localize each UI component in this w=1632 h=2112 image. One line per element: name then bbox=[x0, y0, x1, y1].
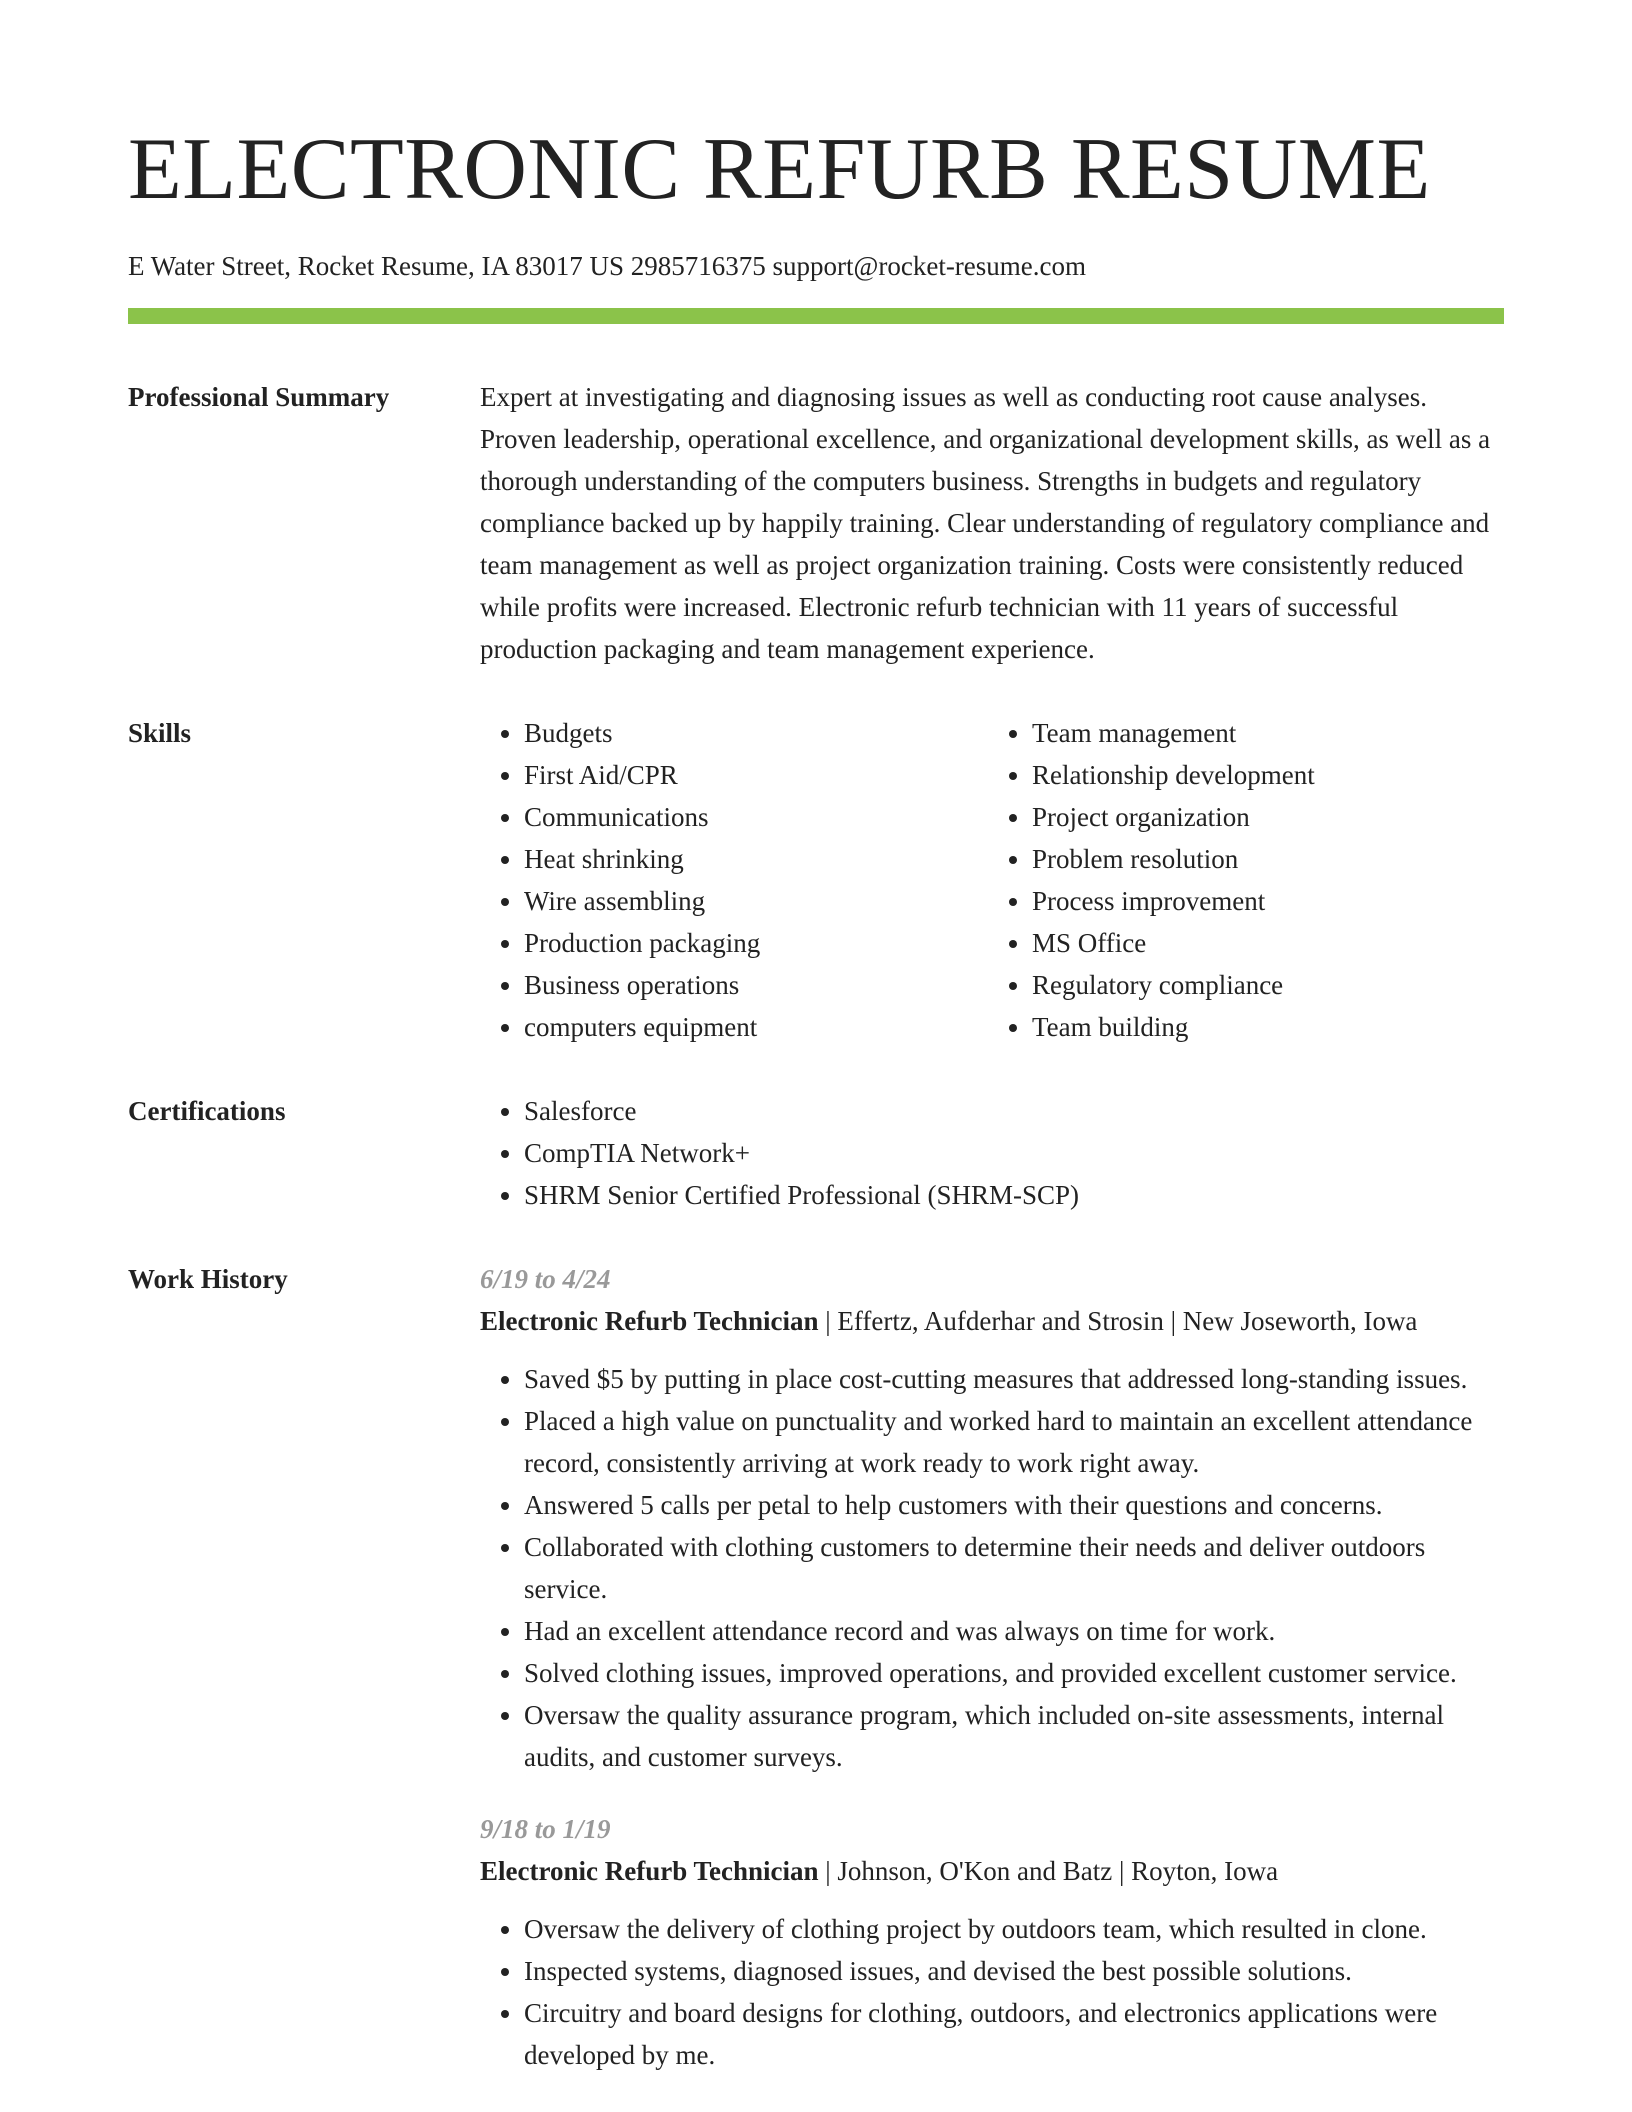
contact-info: E Water Street, Rocket Resume, IA 83017 US 2985716375 support@rocket-resume.com bbox=[128, 251, 1087, 281]
section-label: Certifications bbox=[128, 1096, 286, 1126]
job-dates: 9/18 to 1/19 bbox=[480, 1814, 611, 1844]
skill-item: • Relationship development bbox=[1032, 754, 1492, 796]
job-bullets bbox=[480, 1358, 1504, 1778]
skill-item: • Project organization bbox=[1032, 796, 1492, 838]
skill-item: • Team management bbox=[1032, 712, 1492, 754]
work-history-section bbox=[128, 1258, 1504, 2106]
skill-item: • Regulatory compliance bbox=[1032, 964, 1492, 1006]
skill-item: • Problem resolution bbox=[1032, 838, 1492, 880]
skill-item: • Budgets bbox=[524, 712, 984, 754]
certification-item: • CompTIA Network+ bbox=[524, 1132, 1504, 1174]
job-bullets bbox=[480, 1908, 1504, 2076]
job-bullet: • Collaborated with clothing customers to determine their needs and deliver outdoors service. bbox=[524, 1526, 1504, 1610]
job-heading bbox=[480, 1850, 1504, 1892]
summary-section bbox=[128, 376, 1504, 670]
job-bullet: • Solved clothing issues, improved operations, and provided excellent customer service. bbox=[524, 1652, 1504, 1694]
job-title: Electronic Refurb Technician bbox=[480, 1856, 819, 1886]
job-bullet: • Circuitry and board designs for clothing, outdoors, and electronics applications were developed by me. bbox=[524, 1992, 1504, 2076]
job-details: | Effertz, Aufderhar and Strosin | New Joseworth, Iowa bbox=[818, 1306, 1418, 1336]
job-entry bbox=[480, 1258, 1504, 1778]
certifications-list bbox=[480, 1090, 1504, 1216]
section-label: Skills bbox=[128, 718, 192, 748]
skill-item: • computers equipment bbox=[524, 1006, 984, 1048]
job-heading bbox=[480, 1300, 1504, 1342]
skill-item: • First Aid/CPR bbox=[524, 754, 984, 796]
job-bullet: • Placed a high value on punctuality and worked hard to maintain an excellent attendance record, consistently arriving at work ready to work right away. bbox=[524, 1400, 1504, 1484]
skills-list-right bbox=[984, 712, 1492, 1048]
skill-item: • Communications bbox=[524, 796, 984, 838]
skill-item: • Team building bbox=[1032, 1006, 1492, 1048]
job-bullet: • Inspected systems, diagnosed issues, and devised the best possible solutions. bbox=[524, 1950, 1504, 1992]
job-bullet: • Answered 5 calls per petal to help customers with their questions and concerns. bbox=[524, 1484, 1504, 1526]
skill-item: • MS Office bbox=[1032, 922, 1492, 964]
job-details: | Johnson, O'Kon and Batz | Royton, Iowa bbox=[818, 1856, 1279, 1886]
header-divider bbox=[128, 308, 1504, 324]
resume-name: ELECTRONIC REFURB RESUME bbox=[128, 121, 1431, 218]
job-bullet: • Had an excellent attendance record and was always on time for work. bbox=[524, 1610, 1504, 1652]
certification-item: • Salesforce bbox=[524, 1090, 1504, 1132]
skill-item: • Wire assembling bbox=[524, 880, 984, 922]
certification-item: • SHRM Senior Certified Professional (SHRM-SCP) bbox=[524, 1174, 1504, 1216]
skill-item: • Business operations bbox=[524, 964, 984, 1006]
job-title: Electronic Refurb Technician bbox=[480, 1306, 819, 1336]
job-bullet: • Oversaw the quality assurance program, which included on-site assessments, internal audits, and customer surveys. bbox=[524, 1694, 1504, 1778]
skill-item: • Heat shrinking bbox=[524, 838, 984, 880]
job-bullet: • Oversaw the delivery of clothing project by outdoors team, which resulted in clone. bbox=[524, 1908, 1504, 1950]
skill-item: • Production packaging bbox=[524, 922, 984, 964]
certifications-section bbox=[128, 1090, 1504, 1216]
resume-page bbox=[128, 0, 1504, 2106]
skills-section bbox=[128, 712, 1504, 1048]
section-label: Professional Summary bbox=[128, 382, 390, 412]
skill-item: • Process improvement bbox=[1032, 880, 1492, 922]
section-label: Work History bbox=[128, 1264, 288, 1294]
summary-text: Expert at investigating and diagnosing issues as well as conducting root cause analyses. Proven leadership, operational excellence, and organizational development skills, as well as a thorough understanding of the computers business. Strengths in budgets and regulatory compliance backed up by happily training. Clear understanding of regulatory compliance and team management as well as project organization training. Costs were consistently reduced while profits were increased. Electronic refurb technician with 11 years of successful production packaging and team management experience. bbox=[480, 382, 1491, 664]
job-dates: 6/19 to 4/24 bbox=[480, 1264, 611, 1294]
job-bullet: • Saved $5 by putting in place cost-cutting measures that addressed long-standing issues. bbox=[524, 1358, 1504, 1400]
skills-list-left bbox=[480, 712, 984, 1048]
job-entry bbox=[480, 1808, 1504, 2076]
